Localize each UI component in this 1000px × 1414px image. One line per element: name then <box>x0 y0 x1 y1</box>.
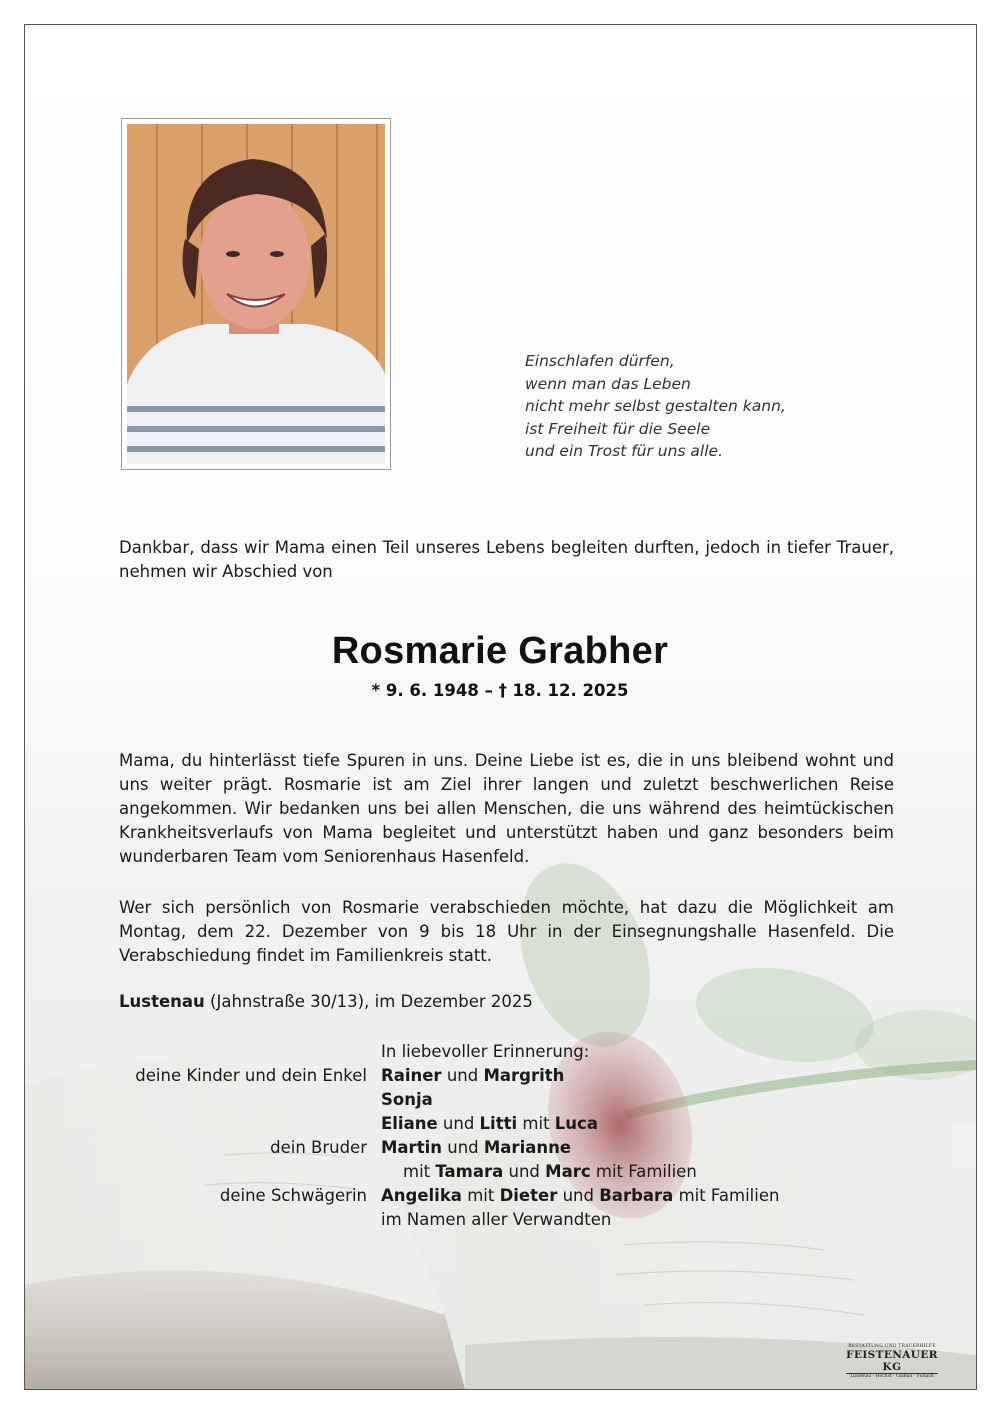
logo-tagline: BESTATTUNG UND TRAUERHILFE <box>848 1344 936 1349</box>
relation-label: dein Bruder <box>270 1138 367 1157</box>
mourners-list <box>119 1040 819 1232</box>
mourners-row-children-3 <box>119 1112 819 1136</box>
relation-names: Angelika mit Dieter und Barbara mit Familien <box>381 1186 780 1205</box>
farewell-info-paragraph: Wer sich persönlich von Rosmarie verabschieden möchte, hat dazu die Möglichkeit am Montag, dem 22. Dezember von 9 bis 18 Uhr in der Einsegnungshalle Hasenfeld. Die Verabschiedung findet im Familienkreis statt. <box>119 898 894 965</box>
mourners-heading: In liebevoller Erinnerung: <box>381 1042 590 1061</box>
mourners-heading-row <box>119 1040 819 1064</box>
relation-names: mit Tamara und Marc mit Familien <box>403 1162 697 1181</box>
mourners-row-brother-2 <box>119 1160 819 1184</box>
logo-locations: Lustenau · Höchst · Gaißau · Fußach <box>850 1374 934 1379</box>
portrait-photo <box>127 124 385 464</box>
poem-line: wenn man das Leben <box>525 374 691 393</box>
relation-label: deine Kinder und dein Enkel <box>135 1066 367 1085</box>
deceased-name: Rosmarie Grabher <box>331 630 669 672</box>
relation-names: Rainer und Margrith <box>381 1066 565 1085</box>
mourners-row-children <box>119 1064 819 1088</box>
portrait-photo-frame <box>121 118 391 470</box>
funeral-home-logo <box>846 1344 938 1379</box>
logo-name: FEISTENAUER KG <box>846 1349 938 1373</box>
relation-names: Martin und Marianne <box>381 1138 572 1157</box>
place-address: (Jahnstraße 30/13), im Dezember 2025 <box>210 992 533 1011</box>
mourners-closing: im Namen aller Verwandten <box>381 1210 612 1229</box>
mourners-row-brother <box>119 1136 819 1160</box>
relation-names: Eliane und Litti mit Luca <box>381 1114 598 1133</box>
intro-text: Dankbar, dass wir Mama einen Teil unseres Lebens begleiten durften, jedoch in tiefer Trauer, nehmen wir Abschied von <box>119 538 894 581</box>
poem-line: und ein Trost für uns alle. <box>525 442 724 460</box>
mourners-row-sister <box>119 1184 819 1208</box>
mourners-row-children-2 <box>119 1088 819 1112</box>
poem <box>525 350 786 463</box>
poem-line: Einschlafen dürfen, <box>525 352 675 370</box>
place-and-date <box>119 990 533 1014</box>
place-town: Lustenau <box>119 992 205 1011</box>
tribute-paragraph: Mama, du hinterlässt tiefe Spuren in uns. Deine Liebe ist es, die in uns bleibend wohnt und uns weiter prägt. Rosmarie ist am Ziel ihrer langen und zuletzt beschwerlichen Reise angekommen. Wir bedanken uns bei allen Menschen, die uns während des heimtückischen Krankheitsverlaufs von Mama begleitet und unterstützt haben und ganz besonders beim wunderbaren Team vom Seniorenhaus Hasenfeld. <box>119 751 894 866</box>
mourners-row-closing <box>119 1208 819 1232</box>
poem-line: nicht mehr selbst gestalten kann, <box>525 397 786 415</box>
poem-line: ist Freiheit für die Seele <box>525 419 711 438</box>
relation-names: Sonja <box>381 1090 433 1109</box>
relation-label: deine Schwägerin <box>219 1186 367 1205</box>
life-dates: * 9. 6. 1948 – † 18. 12. 2025 <box>371 681 629 700</box>
